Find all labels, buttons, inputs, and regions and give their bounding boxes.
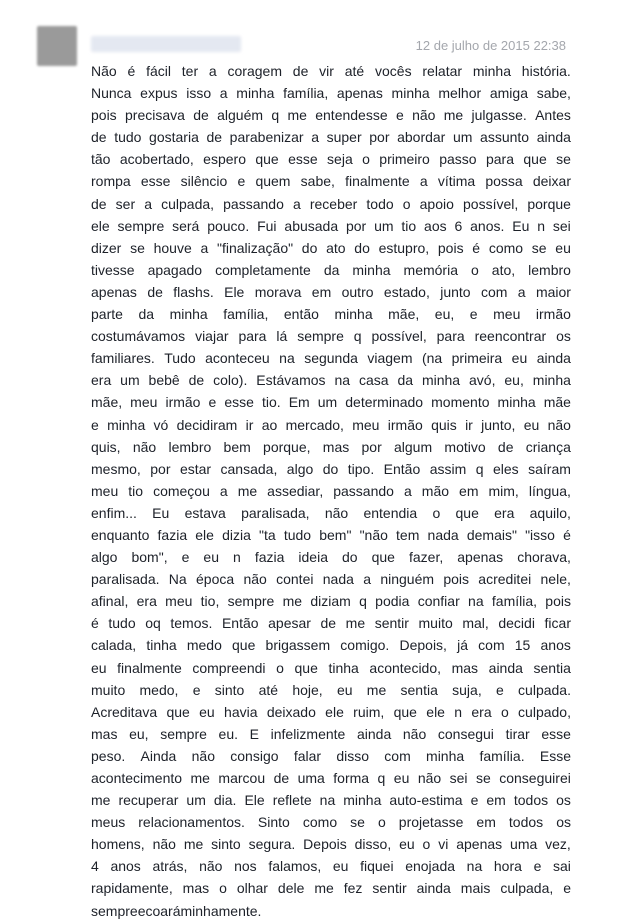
post-body-line: rompa esse silêncio e quem sabe, finalmente a vítima possa deixar [91,173,571,190]
post-body-line: quis, não lembro bem porque, mas por algum motivo de criança [91,438,571,455]
post-body-line: paralisada. Na época não contei nada a ninguém pois acreditei nele, [91,571,571,588]
post-body-line: pois precisava de alguém q me entendesse e não me julgasse. Antes [91,107,571,124]
post-body-line: de ser a culpada, passando a receber todo o apoio possível, porque [91,195,571,212]
post-body-line: eu finalmente compreendi o que tinha acontecido, mas ainda sentia [91,659,571,676]
post-body [91,60,571,922]
post-body-line: calada, tinha medo que brigassem comigo. Depois, já com 15 anos [91,637,571,654]
post-body-line: mesmo, por estar cansada, algo do tipo. Então assim q eles saíram [91,460,571,477]
post-body-line: de tudo gostaria de parabenizar a super por abordar um assunto ainda [91,129,571,146]
post-body-line: meus relacionamentos. Sinto como se o projetasse em todos os [91,814,571,831]
post-body-line: rapidamente, mas o olhar dele me fez sentir ainda mais culpada, e [91,880,571,897]
post-body-line: me recuperar um dia. Ele reflete na minha auto-estima e em todos os [91,792,571,809]
author-avatar[interactable] [37,26,77,66]
post-body-line: parte da minha família, então minha mãe, eu, e meu irmão [91,306,571,323]
post-body-line: apenas de flashs. Ele morava em outro estado, junto com a maior [91,283,571,300]
post-body-line: costumávamos viajar para lá sempre q possível, para reencontrar os [91,328,571,345]
post-body-line: Nunca expus isso a minha família, apenas minha melhor amiga sabe, [91,85,571,102]
post-body-line: tão acobertado, espero que esse seja o primeiro passo para que se [91,151,571,168]
post-body-line: Não é fácil ter a coragem de vir até vocês relatar minha história. [91,63,571,79]
post-body-line: enquanto fazia ele dizia "ta tudo bem" "não tem nada demais" "isso é [91,526,571,543]
post-body-line: mãe, meu irmão e esse tio. Em um determinado momento minha mãe [91,394,571,411]
post-body-line: tivesse apagado completamente da minha memória o ato, lembro [91,261,571,278]
post-body-line: acontecimento me marcou de uma forma q eu não sei se conseguirei [91,770,571,786]
post-body-line: sempre ecoará minha mente. [91,902,262,919]
author-name-redacted[interactable] [91,36,241,52]
post-body-line: peso. Ainda não consigo falar disso com minha família. Esse [91,747,571,764]
post-body-line: ele sempre será pouco. Fui abusada por um tio aos 6 anos. Eu n sei [91,217,571,234]
post-body-line: mas eu, sempre eu. E infelizmente ainda não consegui tirar esse [91,725,571,742]
post-body-line: Acreditava que eu havia deixado ele ruim, que ele n era o culpado, [91,703,571,720]
post-body-line: 4 anos atrás, não nos falamos, eu fiquei enojada na hora e sai [91,858,571,875]
post-body-line: e minha vó decidiram ir ao mercado, meu irmão quis ir junto, eu não [91,416,571,433]
post-body-line: é tudo oq temos. Então apesar de me sentir muito mal, decidi ficar [91,615,571,632]
post-body-line: dizer se houve a "finalização" do ato do estupro, pois é como se eu [91,239,571,256]
post-body-line: afinal, era meu tio, sempre me diziam q podia confiar na família, pois [91,593,571,610]
post-body-line: homens, não me sinto segura. Depois disso, eu o vi apenas uma vez, [91,836,571,853]
post-body-line: muito medo, e sinto até hoje, eu me sentia suja, e culpada. [91,681,571,698]
post-body-line: meu tio começou a me assediar, passando a mão em mim, língua, [91,482,571,499]
post-timestamp[interactable]: 12 de julho de 2015 22:38 [415,38,566,53]
post-body-line: familiares. Tudo aconteceu na segunda viagem (na primeira eu ainda [91,350,571,367]
post-body-line: era um bebê de colo). Estávamos na casa da minha avó, eu, minha [91,372,571,389]
post-body-line: algo bom", e eu n fazia ideia do que fazer, apenas chorava, [91,549,571,566]
post-body-line: enfim... Eu estava paralisada, não entendia o que era aquilo, [91,504,571,521]
